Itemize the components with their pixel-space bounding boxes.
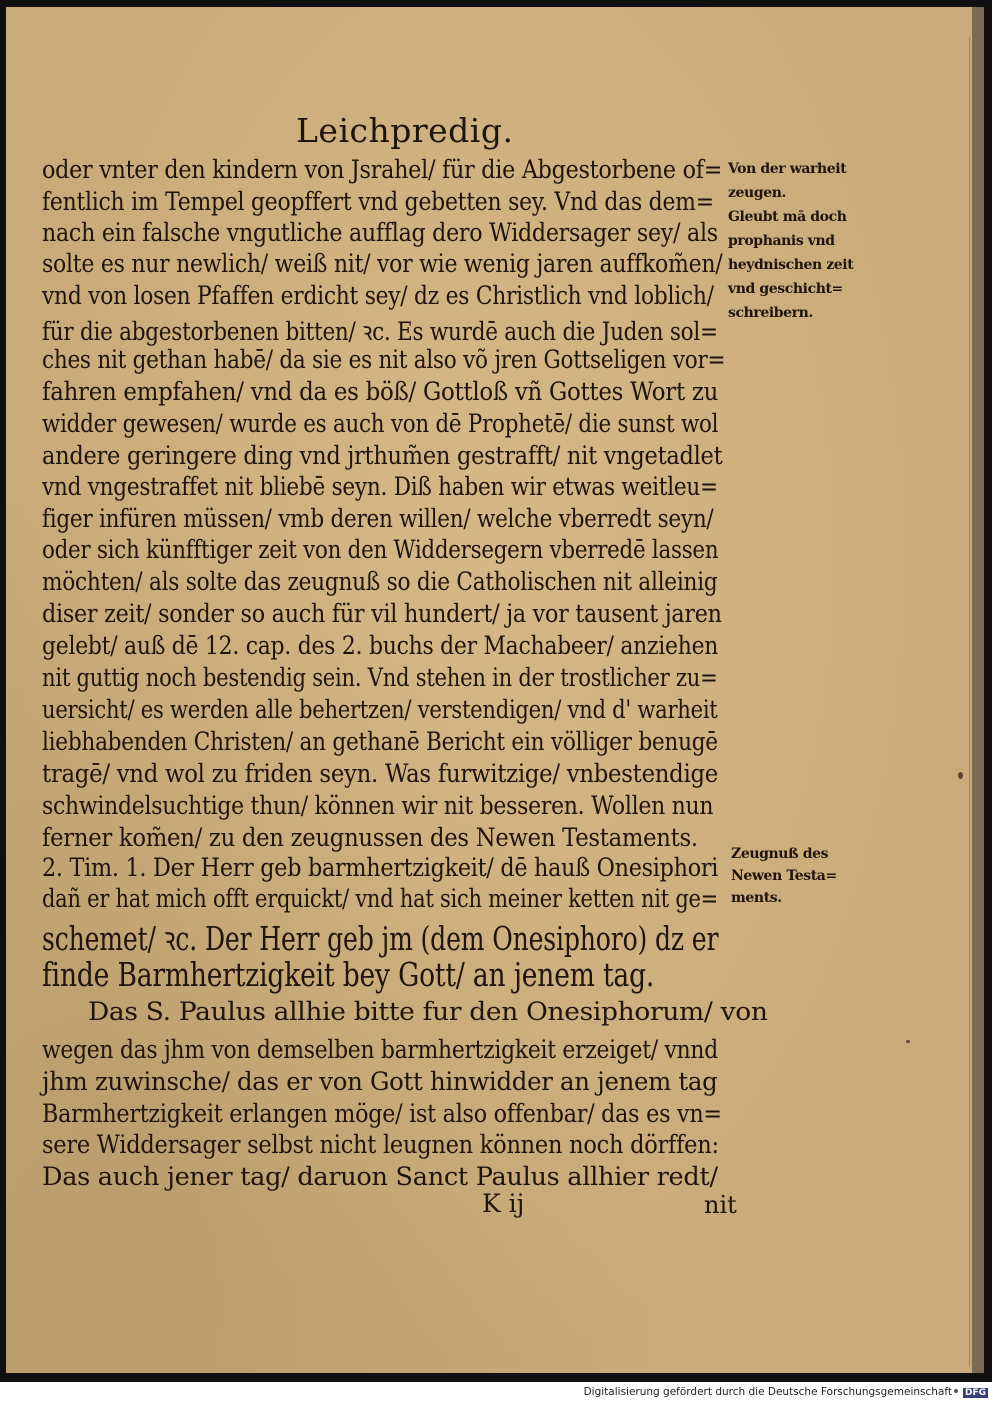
body-line: diser zeit/ sonder so auch für vil hundert/ ja vor tausent jaren <box>42 599 722 629</box>
credit-text: Digitalisierung gefördert durch die Deutsche Forschungsgemeinschaft <box>583 1386 952 1398</box>
body-line: finde Barmhertzigkeit bey Gott/ an jenem tag. <box>42 955 655 994</box>
body-line: Das S. Paulus allhie bitte fur den Onesiphorum/ von <box>88 997 768 1027</box>
body-line: andere geringere ding vnd jrthum̃en gestrafft/ nit vngetadlet <box>42 441 723 471</box>
body-line: 2. Tim. 1. Der Herr geb barmhertzigkeit/ dē hauß Onesiphori <box>42 853 719 883</box>
body-line: Barmhertzigkeit erlangen möge/ ist also offenbar/ das es vn= <box>42 1099 722 1129</box>
body-line: nit guttig noch bestendig sein. Vnd stehen in der trostlicher zu= <box>42 663 718 693</box>
body-line: oder vnter den kindern von Jsrahel/ für die Abgestorbene of= <box>42 155 723 185</box>
body-line: fentlich im Tempel geopffert vnd gebetten sey. Vnd das dem= <box>42 187 714 217</box>
body-line: tragē/ vnd wol zu friden seyn. Was furwitzige/ vnbestendige <box>42 759 719 789</box>
book-edge-strip <box>972 7 984 1373</box>
marginal-line: vnd geschicht= <box>728 281 843 297</box>
body-line: solte es nur newlich/ weiß nit/ vor wie wenig jaren auffkom̃en/ <box>42 249 723 279</box>
body-line: vnd von losen Pfaffen erdicht sey/ dz es Christlich vnd loblich/ <box>42 281 714 311</box>
marginal-line: Gleubt mā doch <box>728 209 847 225</box>
body-line: vnd vngestraffet nit bliebē seyn. Diß haben wir etwas weitleu= <box>42 472 718 502</box>
body-line: uersicht/ es werden alle behertzen/ verstendigen/ vnd d' warheit <box>42 695 718 725</box>
body-line: dañ er hat mich offt erquickt/ vnd hat sich meiner ketten nit ge= <box>42 884 719 914</box>
body-line: sere Widdersager selbst nicht leugnen können noch dörffen: <box>42 1130 719 1160</box>
ink-speck <box>906 1040 910 1043</box>
body-line: schwindelsuchtige thun/ können wir nit besseren. Wollen nun <box>42 791 714 821</box>
marginal-line: Newen Testa= <box>731 868 837 884</box>
body-line: fahren empfahen/ vnd da es böß/ Gottloß vñ Gottes Wort zu <box>42 377 719 407</box>
separator-dot <box>954 1389 958 1393</box>
marginal-line: Von der warheit <box>728 161 847 177</box>
marginal-line: zeugen. <box>728 185 786 201</box>
body-line: möchten/ als solte das zeugnuß so die Catholischen nit alleinig <box>42 567 718 597</box>
body-line: jhm zuwinsche/ das er von Gott hinwidder an jenem tag <box>42 1067 718 1097</box>
catchword: nit <box>704 1191 737 1219</box>
body-line: widder gewesen/ wurde es auch von dē Prophetē/ die sunst wol <box>42 409 719 439</box>
running-title: Leichpredig. <box>296 111 514 150</box>
body-line: wegen das jhm von demselben barmhertzigkeit erzeiget/ vnnd <box>42 1035 718 1065</box>
book-page <box>6 7 972 1373</box>
body-line: nach ein falsche vngutliche aufflag dero Widdersager sey/ als <box>42 218 718 248</box>
body-line: schemet/ ꝛc. Der Herr geb jm (dem Onesiphoro) dz er <box>42 919 719 958</box>
body-line: liebhabenden Christen/ an gethanē Bericht ein völliger benugē <box>42 727 718 757</box>
marginal-line: prophanis vnd <box>728 233 835 249</box>
marginal-line: Zeugnuß des <box>731 846 829 862</box>
body-line: gelebt/ auß dē 12. cap. des 2. buchs der Machabeer/ anziehen <box>42 631 719 661</box>
marginal-line: ments. <box>731 890 782 906</box>
dfg-logo: DFG <box>964 1388 986 1398</box>
marginal-line: schreibern. <box>728 305 813 321</box>
body-line: ches nit gethan habē/ da sie es nit also võ jren Gottseligen vor= <box>42 345 726 375</box>
body-line: Das auch jener tag/ daruon Sanct Paulus allhier redt/ <box>42 1162 718 1192</box>
page-fold-line <box>969 37 970 1367</box>
signature-mark: K ij <box>482 1189 525 1218</box>
body-line: für die abgestorbenen bitten/ ꝛc. Es wurdē auch die Juden sol= <box>42 317 718 347</box>
body-line: oder sich künfftiger zeit von den Widdersegern vberredē lassen <box>42 535 719 565</box>
digitization-credit <box>584 1386 988 1398</box>
body-line: ferner kom̃en/ zu den zeugnussen des Newen Testaments. <box>42 823 698 853</box>
ink-speck <box>958 772 963 779</box>
body-line: figer infüren müssen/ vmb deren willen/ welche vberredt seyn/ <box>42 504 714 534</box>
marginal-line: heydnischen zeit <box>728 257 854 273</box>
